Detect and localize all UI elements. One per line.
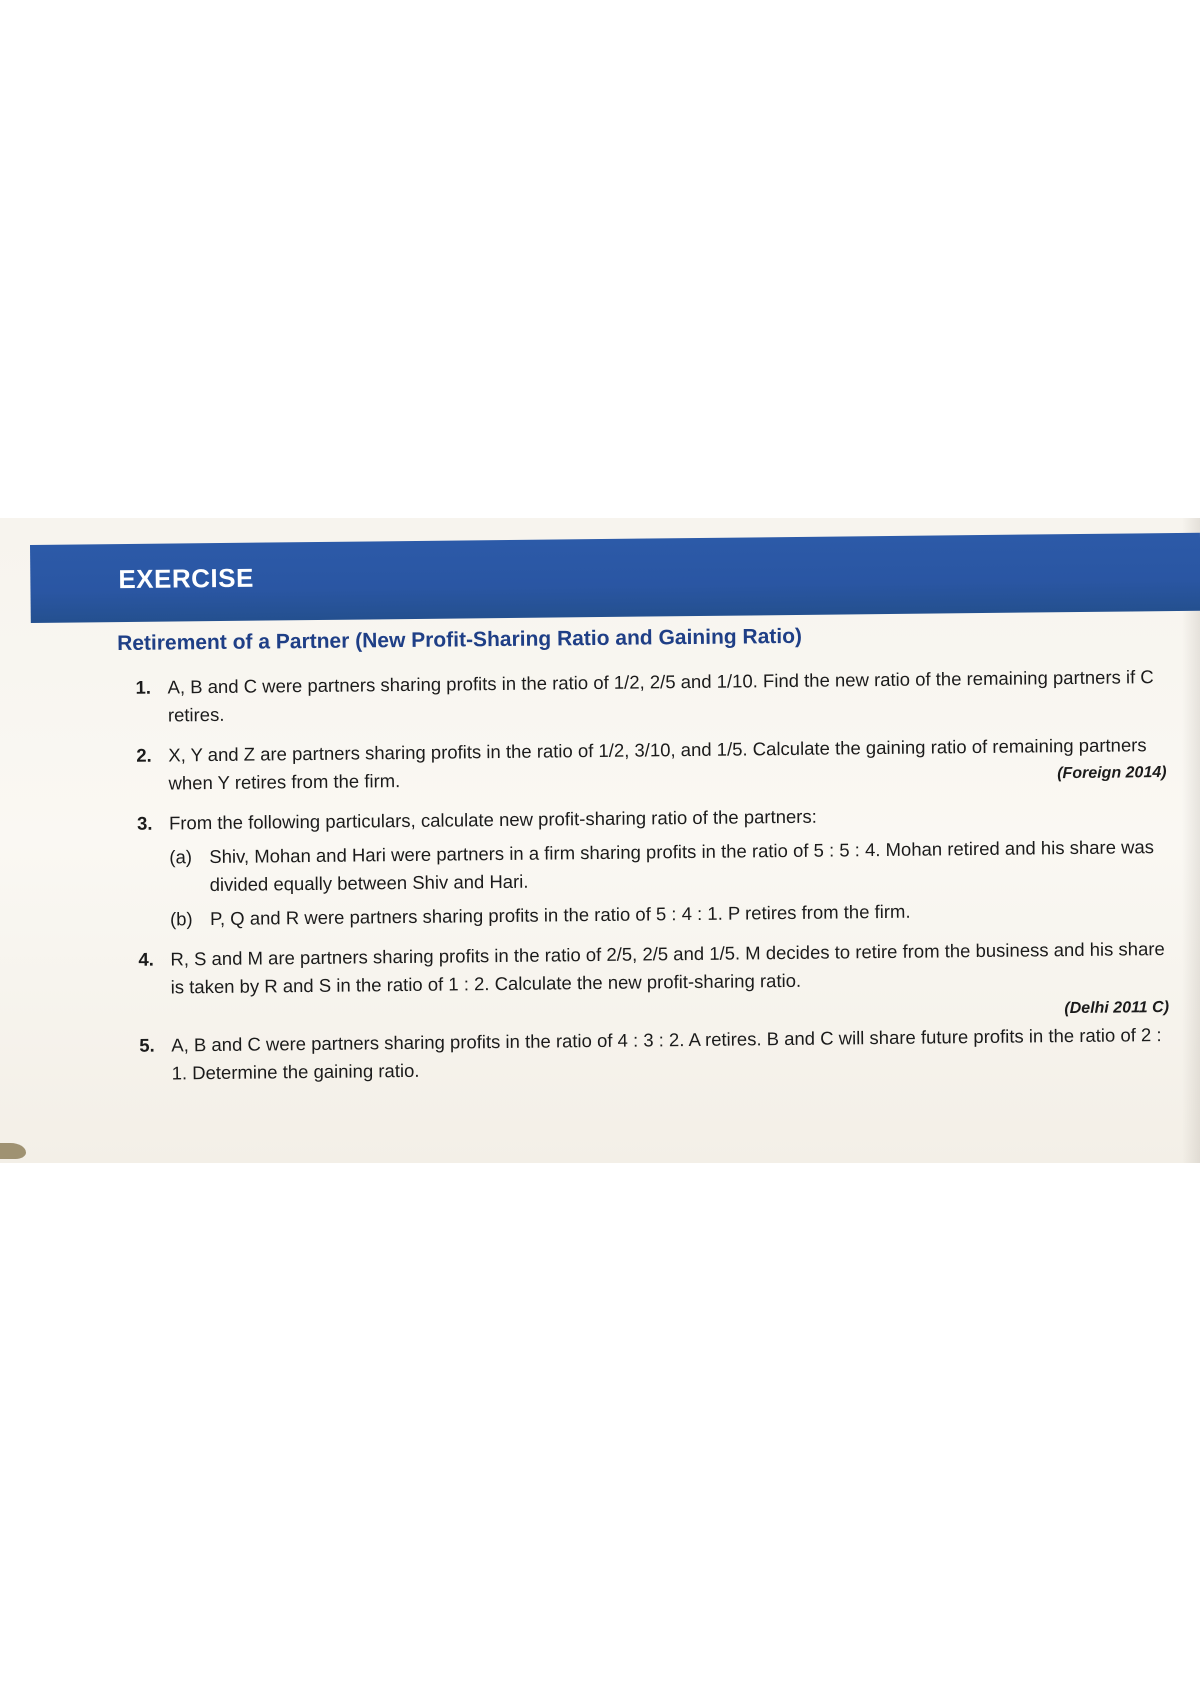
page-edge-shadow bbox=[1182, 518, 1200, 1163]
sub-question-a bbox=[169, 833, 1168, 899]
banner-title: EXERCISE bbox=[118, 562, 255, 595]
question-1 bbox=[117, 663, 1166, 730]
question-number: 5. bbox=[139, 1034, 155, 1056]
question-text: R, S and M are partners sharing profits in the ratio of 2/5, 2/5 and 1/5. M decides to retire from the business and his share is taken by R and S in the ratio of 1 : 2. Calculate the new profit-sharing ratio. bbox=[170, 938, 1165, 998]
sub-question-label: (b) bbox=[169, 908, 193, 930]
question-text: A, B and C were partners sharing profits in the ratio of 4 : 3 : 2. A retires. B and C will share future profits in the ratio of 2 : 1. Determine the gaining ratio. bbox=[171, 1024, 1162, 1084]
sub-question-text: P, Q and R were partners sharing profits in the ratio of 5 : 4 : 1. P retires from the firm. bbox=[209, 900, 911, 930]
section-heading: Retirement of a Partner (New Profit-Sharing Ratio and Gaining Ratio) bbox=[117, 624, 803, 655]
question-number: 2. bbox=[136, 744, 152, 766]
corner-blemish bbox=[0, 1143, 26, 1159]
question-text: From the following particulars, calculate new profit-sharing ratio of the partners: bbox=[168, 805, 817, 834]
question-source: (Foreign 2014) bbox=[1057, 764, 1167, 783]
question-3 bbox=[119, 799, 1168, 934]
question-5 bbox=[121, 1021, 1170, 1088]
question-text: X, Y and Z are partners sharing profits in the ratio of 1/2, 3/10, and 1/5. Calculate the gaining ratio of remaining partners when Y retires from the firm. bbox=[168, 734, 1147, 794]
question-number: 4. bbox=[138, 948, 154, 970]
question-text: A, B and C were partners sharing profits in the ratio of 1/2, 2/5 and 1/10. Find the new ratio of the remaining partners if C retires. bbox=[167, 666, 1154, 726]
sub-question-label: (a) bbox=[169, 846, 193, 868]
exercise-content bbox=[117, 621, 1170, 1100]
question-2 bbox=[118, 731, 1167, 798]
question-number: 1. bbox=[135, 676, 152, 698]
question-number: 3. bbox=[136, 812, 153, 834]
exercise-banner bbox=[30, 533, 1200, 623]
sub-question-text: Shiv, Mohan and Hari were partners in a firm sharing profits in the ratio of 5 : 5 : 4. Mohan retired and his share was divided equally between Shiv and Hari. bbox=[209, 836, 1155, 896]
sub-question-b bbox=[170, 895, 1168, 933]
question-4 bbox=[120, 935, 1169, 1002]
question-source: (Delhi 2011 C) bbox=[1064, 999, 1170, 1018]
